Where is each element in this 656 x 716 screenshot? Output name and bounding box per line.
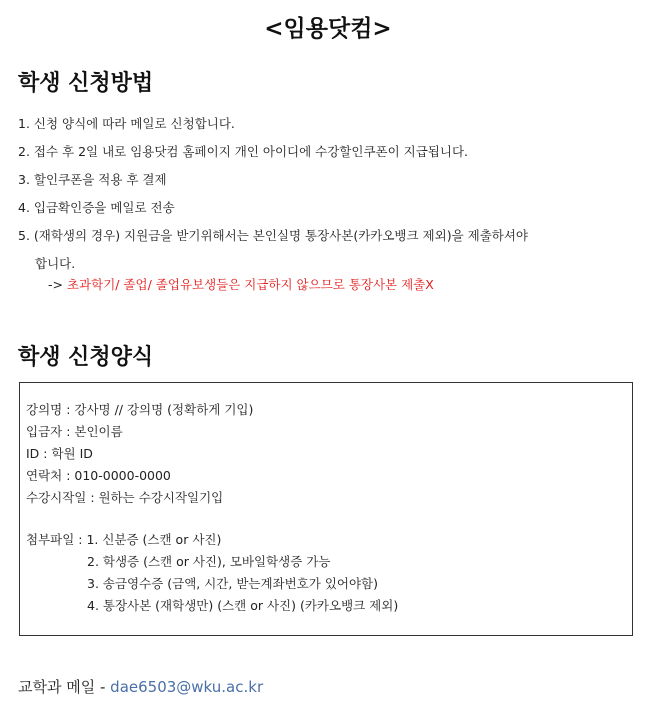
form-line-start-date: 수강시작일 : 원하는 수강시작일기입	[26, 490, 224, 505]
form-heading: 학생 신청양식	[18, 344, 154, 370]
form-line-contact: 연락처 : 010-0000-0000	[26, 468, 171, 483]
form-line-depositor: 입금자 : 본인이름	[26, 424, 123, 439]
step-item: 2. 접수 후 2일 내로 임용닷컴 홈페이지 개인 아이디에 수강할인쿠폰이 지급됩니다.	[18, 144, 468, 159]
form-attach-label: 첨부파일 : 1. 신분증 (스캔 or 사진)	[26, 532, 222, 547]
form-line-id: ID : 학원 ID	[26, 446, 93, 461]
form-attach-item: 2. 학생증 (스캔 or 사진), 모바일학생증 가능	[87, 554, 331, 569]
application-form-box	[19, 382, 633, 636]
footer-email-link[interactable]: dae6503@wku.ac.kr	[110, 678, 264, 696]
step-item: 1. 신청 양식에 따라 메일로 신청합니다.	[18, 116, 235, 131]
form-attach-item: 3. 송금영수증 (금액, 시간, 받는계좌번호가 있어야함)	[87, 576, 378, 591]
step-item: 3. 할인쿠폰을 적용 후 결제	[18, 172, 167, 187]
page-title: <임용닷컴>	[264, 15, 392, 42]
contact-footer	[18, 676, 263, 697]
note-warning-text: 초과학기/ 졸업/ 졸업유보생들은 지급하지 않으므로 통장사본 제출X	[66, 277, 434, 292]
method-heading: 학생 신청방법	[18, 70, 154, 96]
exclusion-note	[48, 275, 434, 293]
step-item: 5. (재학생의 경우) 지원금을 받기위해서는 본인실명 통장사본(카카오뱅크 제외)을 제출하셔야	[18, 228, 528, 243]
note-arrow: ->	[48, 277, 67, 292]
footer-label: 교학과 메일 -	[18, 678, 111, 696]
form-attach-item: 4. 통장사본 (재학생만) (스캔 or 사진) (카카오뱅크 제외)	[87, 598, 399, 613]
method-steps-list	[18, 110, 528, 278]
step-item: 4. 입금확인증을 메일로 전송	[18, 200, 175, 215]
step-item-continued: 합니다.	[35, 256, 76, 271]
form-line-course: 강의명 : 강사명 // 강의명 (정확하게 기입)	[26, 402, 254, 417]
